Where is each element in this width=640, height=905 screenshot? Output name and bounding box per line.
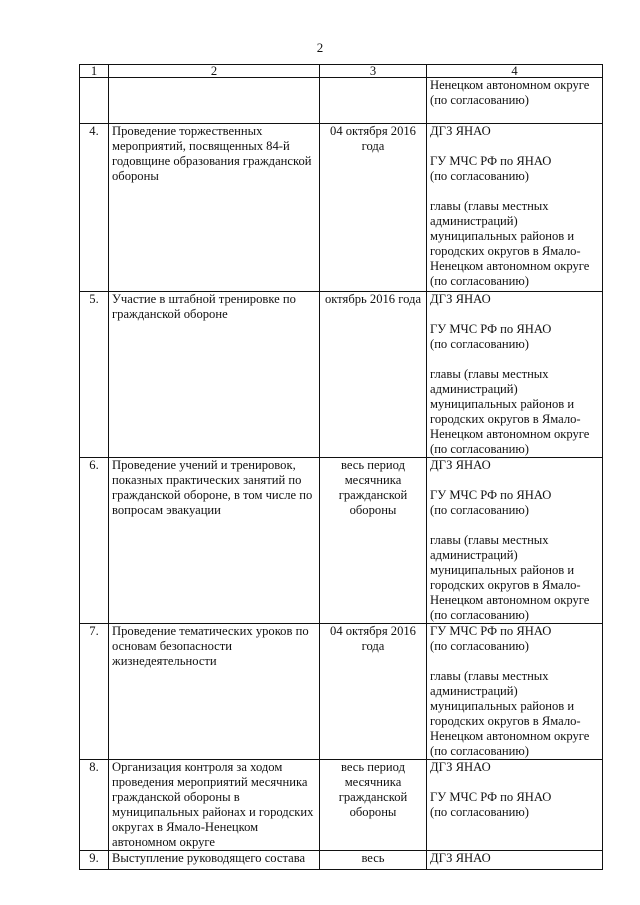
date-cell: весь период месячника гражданской обороны: [320, 458, 427, 624]
column-header-2: 2: [109, 65, 320, 78]
column-header-3: 3: [320, 65, 427, 78]
executor-line: ДГЗ ЯНАО: [430, 124, 491, 138]
executors-cell: [427, 124, 603, 292]
executor-spacer: [430, 654, 599, 669]
date-cell: [320, 78, 427, 124]
row-number-cell: 9.: [80, 851, 109, 870]
executor-line: ГУ МЧС РФ по ЯНАО: [430, 154, 552, 168]
column-header-4: 4: [427, 65, 603, 78]
continuation-row: [80, 78, 603, 124]
table-row: [80, 851, 603, 870]
executor-spacer: [430, 473, 599, 488]
executor-line: (по согласованию): [430, 442, 530, 456]
event-cell: Проведение учений и тренировок, показных практических занятий по гражданской обороне, в том числе по вопросам эвакуации: [109, 458, 320, 624]
executor-line: ГУ МЧС РФ по ЯНАО: [430, 488, 552, 502]
page-number: 2: [316, 40, 324, 55]
executor-line: главы (главы местных администраций) муниципальных районов и городских округов в Ямало-Ненецком автономном округе: [430, 367, 590, 441]
executors-cell: [427, 760, 603, 851]
row-number-cell: 4.: [80, 124, 109, 292]
executors-cell: [427, 458, 603, 624]
header-row: [80, 65, 603, 78]
table-row: [80, 292, 603, 458]
executor-line: ДГЗ ЯНАО: [430, 760, 491, 774]
executors-cell: [427, 78, 603, 124]
executor-line: (по согласованию): [430, 639, 530, 653]
date-cell: 04 октября 2016 года: [320, 624, 427, 760]
executor-line: ГУ МЧС РФ по ЯНАО: [430, 790, 552, 804]
event-cell: Участие в штабной тренировке по гражданской обороне: [109, 292, 320, 458]
event-cell: Выступление руководящего состава: [109, 851, 320, 870]
date-cell: 04 октября 2016 года: [320, 124, 427, 292]
table-row: [80, 760, 603, 851]
table-row: [80, 458, 603, 624]
row-number-cell: 5.: [80, 292, 109, 458]
executor-spacer: [430, 139, 599, 154]
executor-line: (по согласованию): [430, 337, 530, 351]
executor-line: главы (главы местных администраций) муниципальных районов и городских округов в Ямало-Ненецком автономном округе: [430, 199, 590, 273]
date-cell: весь период месячника гражданской обороны: [320, 760, 427, 851]
executor-line: ДГЗ ЯНАО: [430, 458, 491, 472]
row-number-cell: [80, 78, 109, 124]
date-cell: весь: [320, 851, 427, 870]
executor-spacer: [430, 184, 599, 199]
row-number-cell: 7.: [80, 624, 109, 760]
executor-line: главы (главы местных администраций) муниципальных районов и городских округов в Ямало-Ненецком автономном округе: [430, 669, 590, 743]
date-cell: октябрь 2016 года: [320, 292, 427, 458]
executor-line: главы (главы местных администраций) муниципальных районов и городских округов в Ямало-Ненецком автономном округе: [430, 533, 590, 607]
executor-line: (по согласованию): [430, 503, 530, 517]
executors-cell: [427, 292, 603, 458]
executor-line: (по согласованию): [430, 274, 530, 288]
executor-spacer: [430, 352, 599, 367]
executor-line: Ненецком автономном округе: [430, 78, 590, 92]
executors-cell: [427, 624, 603, 760]
executor-line: (по согласованию): [430, 608, 530, 622]
executor-line: ДГЗ ЯНАО: [430, 292, 491, 306]
event-cell: Организация контроля за ходом проведения мероприятий месячника гражданской обороны в муниципальных районах и городских округах в Ямало-Ненецком автономном округе: [109, 760, 320, 851]
row-number-cell: 6.: [80, 458, 109, 624]
executor-line: ДГЗ ЯНАО: [430, 851, 491, 865]
executor-line: (по согласованию): [430, 93, 530, 107]
event-cell: Проведение тематических уроков по основам безопасности жизнедеятельности: [109, 624, 320, 760]
executor-line: ГУ МЧС РФ по ЯНАО: [430, 322, 552, 336]
executor-spacer: [430, 518, 599, 533]
event-cell: Проведение торжественных мероприятий, посвященных 84-й годовщине образования гражданской обороны: [109, 124, 320, 292]
executor-line: (по согласованию): [430, 805, 530, 819]
row-number-cell: 8.: [80, 760, 109, 851]
executors-cell: [427, 851, 603, 870]
executor-spacer: [430, 775, 599, 790]
executor-line: ГУ МЧС РФ по ЯНАО: [430, 624, 552, 638]
column-header-1: 1: [80, 65, 109, 78]
executor-line: (по согласованию): [430, 744, 530, 758]
table-row: [80, 124, 603, 292]
executor-line: (по согласованию): [430, 169, 530, 183]
table-row: [80, 624, 603, 760]
events-table: [79, 64, 603, 870]
executor-spacer: [430, 307, 599, 322]
event-cell: [109, 78, 320, 124]
